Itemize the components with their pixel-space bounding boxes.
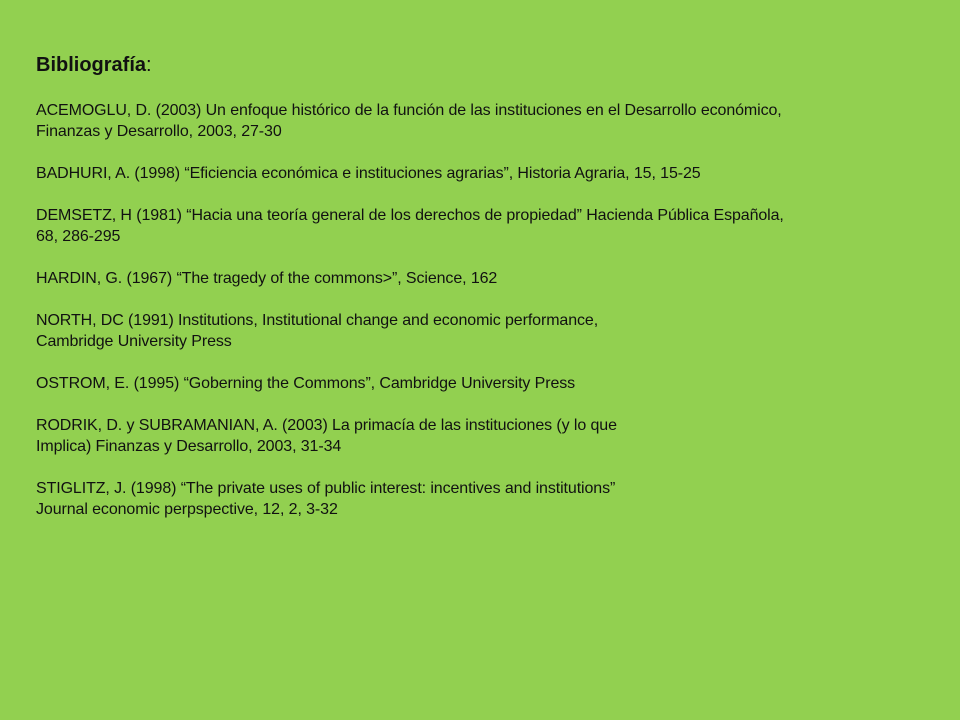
reference-item [36,205,940,247]
bibliography-heading [36,52,940,78]
reference-line: Journal economic perpspective, 12, 2, 3-32 [36,501,338,518]
reference-item [36,268,940,289]
reference-line: BADHURI, A. (1998) “Eficiencia económica e instituciones agrarias”, Historia Agraria, 15, 15-25 [36,165,701,182]
reference-line: Implica) Finanzas y Desarrollo, 2003, 31-34 [36,438,342,455]
reference-item [36,478,940,520]
reference-item [36,415,940,457]
reference-item [36,100,940,142]
reference-item [36,310,940,352]
reference-line: 68, 286-295 [36,228,121,245]
reference-line: Finanzas y Desarrollo, 2003, 27-30 [36,123,282,140]
heading-colon: : [146,54,152,76]
reference-item [36,373,940,394]
heading-title: Bibliografía [36,54,147,76]
reference-item [36,163,940,184]
reference-line: NORTH, DC (1991) Institutions, Institutional change and economic performance, [36,312,599,329]
reference-line: STIGLITZ, J. (1998) “The private uses of public interest: incentives and institutions” [36,480,616,497]
reference-line: Cambridge University Press [36,333,232,350]
reference-line: DEMSETZ, H (1981) “Hacia una teoría general de los derechos de propiedad” Hacienda Pública Española, [36,207,784,224]
reference-line: RODRIK, D. y SUBRAMANIAN, A. (2003) La primacía de las instituciones (y lo que [36,417,617,434]
reference-line: ACEMOGLU, D. (2003) Un enfoque histórico de la función de las instituciones en el Desarrollo económico, [36,102,782,119]
reference-line: OSTROM, E. (1995) “Goberning the Commons”, Cambridge University Press [36,375,576,392]
reference-list [36,100,940,520]
reference-line: HARDIN, G. (1967) “The tragedy of the commons>”, Science, 162 [36,270,498,287]
